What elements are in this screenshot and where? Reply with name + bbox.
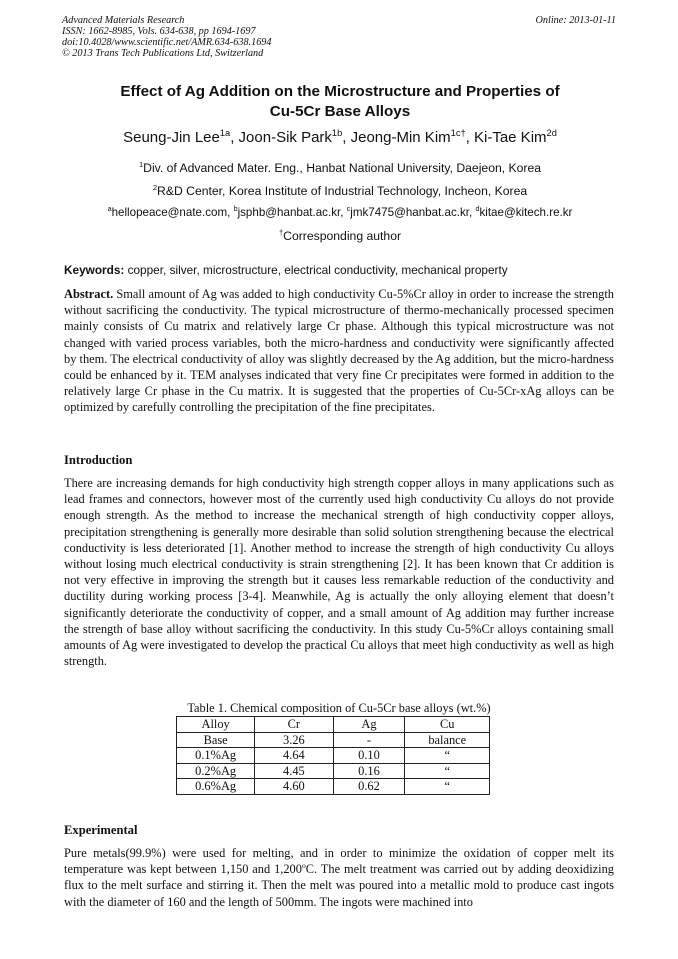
author-sep: , <box>230 129 239 146</box>
table-cell: “ <box>405 763 490 779</box>
table-cell: 0.1%Ag <box>177 748 255 764</box>
journal-header <box>62 15 618 59</box>
affiliation-sup: 2 <box>152 182 158 192</box>
table-cell: 0.2%Ag <box>177 763 255 779</box>
author-name: Seung-Jin Lee <box>123 129 220 146</box>
journal-name: Advanced Materials Research <box>62 15 185 26</box>
degree-sup: o <box>301 861 306 871</box>
email-address: jsphb@hanbat.ac.kr, <box>237 206 347 219</box>
table-cell: 3.26 <box>255 732 333 748</box>
table-row <box>177 732 490 748</box>
experimental-heading: Experimental <box>64 823 138 837</box>
table-cell: 0.16 <box>333 763 405 779</box>
corresponding-sup: † <box>278 227 284 237</box>
email-sup: c <box>346 204 351 214</box>
table-cell: 0.10 <box>333 748 405 764</box>
author-sup: 2d <box>546 128 557 138</box>
paper-title <box>62 82 618 122</box>
issn-line: ISSN: 1662-8985, Vols. 634-638, pp 1694-1697 <box>62 26 256 37</box>
email-sup: a <box>107 204 112 214</box>
table-row <box>177 779 490 795</box>
corresponding-note <box>62 228 618 244</box>
table-header-cell: Cr <box>255 717 333 733</box>
affiliation-2 <box>62 183 618 199</box>
author-name: Ki-Tae Kim <box>474 129 547 146</box>
keywords-label: Keywords: <box>64 263 125 277</box>
table-cell: - <box>333 732 405 748</box>
abstract-label: Abstract. <box>64 287 114 301</box>
table-row <box>177 763 490 779</box>
affiliation-text: R&D Center, Korea Institute of Industrial Technology, Incheon, Korea <box>157 184 528 198</box>
affiliation-text: Div. of Advanced Mater. Eng., Hanbat National University, Daejeon, Korea <box>143 161 542 175</box>
keywords <box>64 263 618 278</box>
table-header-cell: Ag <box>333 717 405 733</box>
author-name: Jeong-Min Kim <box>350 129 451 146</box>
introduction-heading: Introduction <box>64 453 133 467</box>
title-line-1: Effect of Ag Addition on the Microstructure and Properties of <box>120 83 560 100</box>
title-line-2: Cu-5Cr Base Alloys <box>269 103 411 120</box>
abstract <box>64 286 614 416</box>
table-cell: 4.60 <box>255 779 333 795</box>
email-address: kitae@kitech.re.kr <box>479 206 573 219</box>
table-row <box>177 748 490 764</box>
copyright-line: © 2013 Trans Tech Publications Ltd, Switzerland <box>62 48 264 59</box>
table-cell: Base <box>177 732 255 748</box>
affiliation-1 <box>62 160 618 176</box>
table-cell: 0.6%Ag <box>177 779 255 795</box>
table-cell: 4.64 <box>255 748 333 764</box>
table-cell: 0.62 <box>333 779 405 795</box>
email-sup: d <box>475 204 480 214</box>
author-list <box>62 128 618 148</box>
composition-table <box>176 716 490 795</box>
doi-line: doi:10.4028/www.scientific.net/AMR.634-638.1694 <box>62 37 272 48</box>
experimental-text-a: Pure metals(99.9%) were used for melting, and in order to minimize the oxidation of copper melt its temperature was kept between 1,150 and 1,200 <box>64 846 614 877</box>
table-cell: balance <box>405 732 490 748</box>
table-caption: Table 1. Chemical composition of Cu-5Cr base alloys (wt.%) <box>187 701 491 715</box>
table-header-cell: Cu <box>405 717 490 733</box>
author-sep: , <box>465 129 474 146</box>
corresponding-text: Corresponding author <box>283 229 402 243</box>
experimental-text-b: C. The melt treatment was carried out by adding deoxidizing flux to the melt surface and stirring it. Then the melt was poured into a metallic mold to produce cast ingots with the diameter of 160 and the length of 500mm. The ingots were machined into <box>64 862 614 909</box>
introduction-text: There are increasing demands for high conductivity high strength copper alloys in many applications such as lead frames and connectors, however most of the currently used high conductivity Cu alloys do not provide enough strength. As the method to increase the mechanical strength of high conductivity copper alloys, precipitation strengthening is generally more desirable than solid solution strengthening because the electrical conductivity is less deteriorated [1]. Another method to increase the strength of high conductivity Cu alloys without losing much electrical conductivity is strain strengthening [2]. It has been known that Cr addition is not very effective in improving the strength but it causes less remarkable reduction of the conductivity and ductility during working process [3-4]. Meanwhile, Ag is actually the only alloying element that doesn’t significantly deteriorate the conductivity of copper, and a small amount of Ag addition may further increase the strength of base alloy without sacrificing the conductivity. In this study Cu-5%Cr alloys containing small amounts of Ag were investigated to develop the practical Cu alloys that meet high conductivity as well as high strength. <box>64 476 614 669</box>
table-header-cell: Alloy <box>177 717 255 733</box>
email-list <box>62 205 618 221</box>
author-name: Joon-Sik Park <box>238 129 332 146</box>
email-address: jmk7475@hanbat.ac.kr, <box>350 206 476 219</box>
experimental-text <box>64 845 614 910</box>
author-sup: 1b <box>331 128 343 138</box>
email-address: hellopeace@nate.com, <box>111 206 234 219</box>
online-date: Online: 2013-01-11 <box>535 15 616 26</box>
table-cell: 4.45 <box>255 763 333 779</box>
table-cell: “ <box>405 779 490 795</box>
email-sup: b <box>233 204 238 214</box>
keywords-text: copper, silver, microstructure, electrical conductivity, mechanical property <box>124 263 508 277</box>
table-header-row <box>177 717 490 733</box>
affiliation-sup: 1 <box>138 159 144 169</box>
abstract-text: Small amount of Ag was added to high conductivity Cu-5%Cr alloy in order to increase the strength without sacrificing the conductivity. The typical microstructure of thermo-mechanically processed specimen mainly consists of Cu matrix and relatively large Cr phase. Although this typical microstructure was not changed with varied process variables, both the micro-hardness and conductivity were significantly affected by them. The electrical conductivity of alloy was slightly decreased by the Ag addition, but the micro-hardness could be enhanced by it. TEM analyses indicated that very fine Cr precipitates were formed in addition to the relatively large Cr phase in the Cu matrix. It is suggested that the properties of Cu-5Cr-xAg alloys can be optimized by carefully controlling the precipitation of the fine precipitates. <box>64 287 614 415</box>
author-sup: 1a <box>219 128 231 138</box>
author-sep: , <box>342 129 351 146</box>
author-sup: 1c† <box>450 128 466 138</box>
table-cell: “ <box>405 748 490 764</box>
